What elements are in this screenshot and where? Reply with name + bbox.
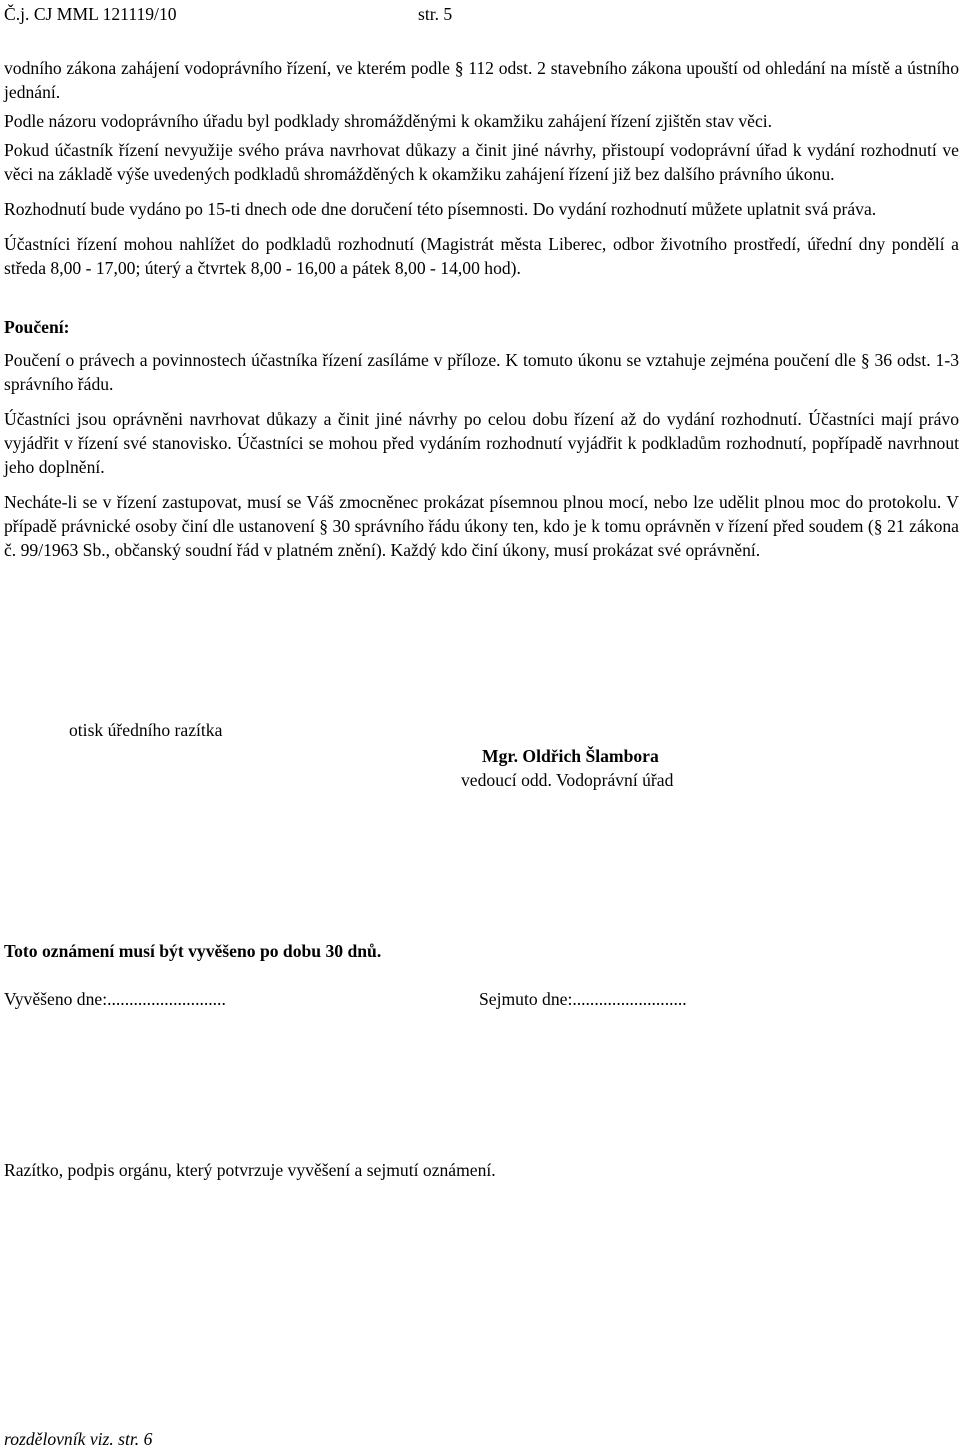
instruction-paragraph-proposals: Účastníci jsou oprávněni navrhovat důkazy a činit jiné návrhy po celou dobu řízení až do vydání rozhodnutí. Účastníci mají právo vyjádřit v řízení své stanovisko. Účastníci se mohou před vydáním rozhodnutí vyjádřit k podkladům rozhodnutí, popřípadě navrhnout jeho doplnění.: [4, 409, 959, 477]
removed-date-field: Sejmuto dne:..........................: [479, 989, 687, 1009]
distribution-note: rozdělovník viz. str. 6: [4, 1429, 153, 1449]
signer-position: vedoucí odd. Vodoprávní úřad: [461, 770, 674, 790]
page-number: str. 5: [418, 4, 453, 24]
posting-notice: Toto oznámení musí být vyvěšeno po dobu 30 dnů.: [4, 941, 382, 961]
instruction-paragraph-rights: Poučení o právech a povinnostech účastníka řízení zasíláme v příloze. K tomuto úkonu se vztahuje zejména poučení dle § 36 odst. 1-3 správního řádu.: [4, 350, 959, 394]
paragraph-participant-rights: Pokud účastník řízení nevyužije svého práva navrhovat důkazy a činit jiné návrhy, přistoupí vodoprávní úřad k vydání rozhodnutí ve věci na základě výše uvedených podkladů shromážděných k okamžiku zahájení řízení již bez dalšího právního úkonu.: [4, 140, 959, 184]
instruction-paragraph-representation: Necháte-li se v řízení zastupovat, musí se Váš zmocněnec prokázat písemnou plnou mocí, nebo lze udělit plnou moc do protokolu. V případě právnické osoby činí dle ustanovení § 30 správního řádu úkony ten, kdo je k tomu oprávněn v řízení před soudem (§ 21 zákona č. 99/1963 Sb., občanský soudní řád v platném znění). Každý kdo činí úkony, musí prokázat své oprávnění.: [4, 492, 959, 560]
document-reference: Č.j. CJ MML 121119/10: [4, 4, 177, 24]
signer-name: Mgr. Oldřich Šlambora: [482, 746, 659, 766]
paragraph-inspection-hours: Účastníci řízení mohou nahlížet do podkladů rozhodnutí (Magistrát města Liberec, odbor životního prostředí, úřední dny pondělí a středa 8,00 - 17,00; úterý a čtvrtek 8,00 - 16,00 a pátek 8,00 - 14,00 hod).: [4, 234, 959, 278]
posting-stamp-note: Razítko, podpis orgánu, který potvrzuje vyvěšení a sejmutí oznámení.: [4, 1160, 496, 1180]
official-stamp-placeholder: otisk úředního razítka: [69, 720, 223, 740]
document-body: [4, 56, 959, 562]
page-header: [4, 2, 954, 26]
instruction-heading: Poučení:: [4, 317, 70, 337]
paragraph-decision-timing: Rozhodnutí bude vydáno po 15-ti dnech ode dne doručení této písemnosti. Do vydání rozhodnutí můžete uplatnit svá práva.: [4, 199, 877, 219]
paragraph-facts-established: Podle názoru vodoprávního úřadu byl podklady shromážděnými k okamžiku zahájení řízení zjištěn stav věci.: [4, 111, 773, 131]
posted-date-field: Vyvěšeno dne:...........................: [4, 989, 226, 1009]
paragraph-hearing-waiver: vodního zákona zahájení vodoprávního řízení, ve kterém podle § 112 odst. 2 stavebního zákona upouští od ohledání na místě a ústního jednání.: [4, 58, 959, 102]
signature-block: [461, 744, 673, 792]
